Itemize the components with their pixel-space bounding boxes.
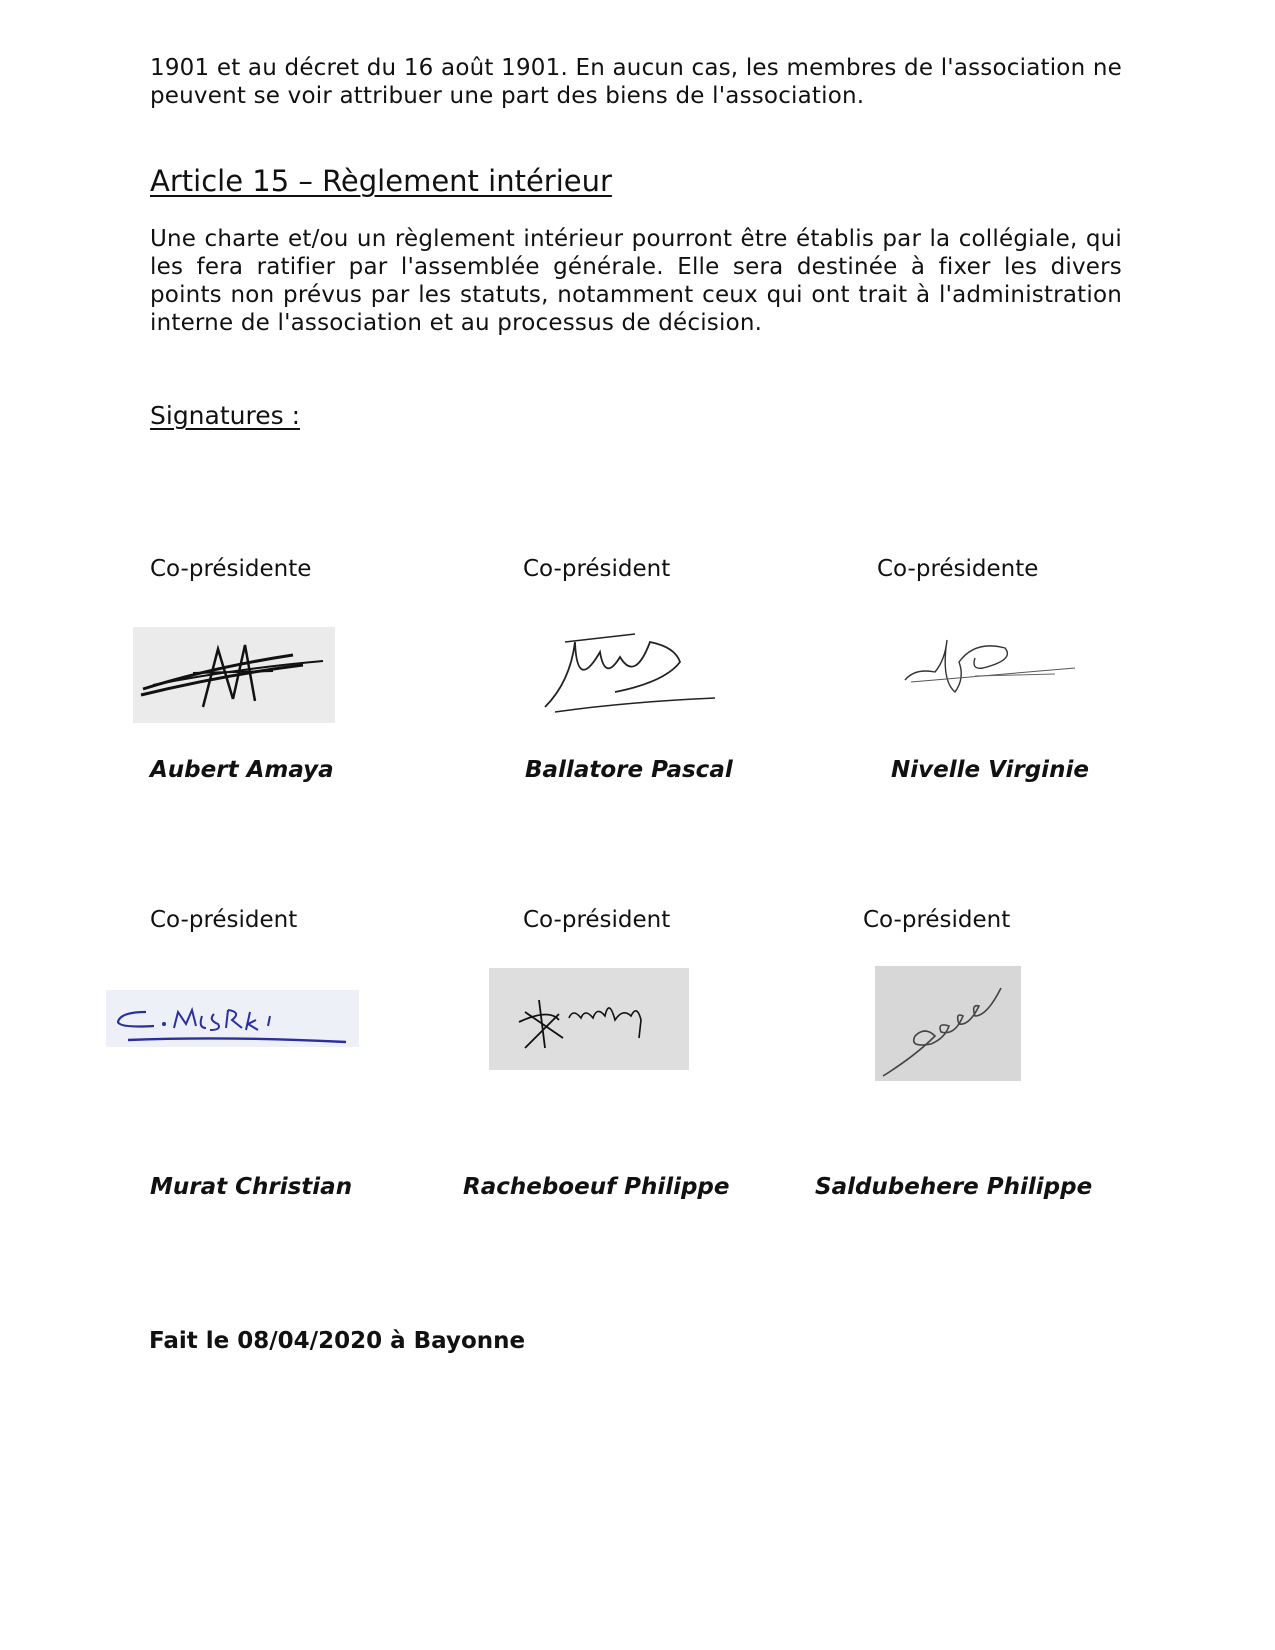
signer-2-role: Co-président xyxy=(523,556,671,582)
signature-image-aubert xyxy=(133,627,335,723)
signer-1-role: Co-présidente xyxy=(150,556,312,582)
signer-3-name: Nivelle Virginie xyxy=(891,757,1089,783)
signer-6-role: Co-président xyxy=(863,907,1011,933)
signer-1-name: Aubert Amaya xyxy=(150,757,334,783)
signatures-heading: Signatures : xyxy=(150,401,300,430)
place-date-line: Fait le 08/04/2020 à Bayonne xyxy=(149,1328,526,1354)
signer-4-name: Murat Christian xyxy=(150,1174,353,1200)
signer-2-name: Ballatore Pascal xyxy=(525,757,733,783)
intro-paragraph: 1901 et au décret du 16 août 1901. En aucun cas, les membres de l'association ne peuvent se voir attribuer une part des biens de l'association. xyxy=(150,55,1122,109)
signer-5-role: Co-président xyxy=(523,907,671,933)
article-15-heading: Article 15 – Règlement intérieur xyxy=(150,164,612,198)
article-15-body: Une charte et/ou un règlement intérieur pourront être établis par la collégiale, qui les fera ratifier par l'assemblée générale. Elle sera destinée à fixer les divers points non prévus par les statuts, notamment ceux qui ont trait à l'administration interne de l'association et au processus de décision. xyxy=(150,226,1122,336)
signature-image-nivelle xyxy=(875,620,1085,725)
signature-image-racheboeuf xyxy=(489,968,689,1070)
signature-image-murat xyxy=(106,990,359,1047)
signer-4-role: Co-président xyxy=(150,907,298,933)
signer-3-role: Co-présidente xyxy=(877,556,1039,582)
signature-image-saldubehere xyxy=(875,966,1021,1081)
signer-5-name: Racheboeuf Philippe xyxy=(463,1174,730,1200)
signer-6-name: Saldubehere Philippe xyxy=(815,1174,1093,1200)
signature-image-ballatore xyxy=(525,612,735,724)
